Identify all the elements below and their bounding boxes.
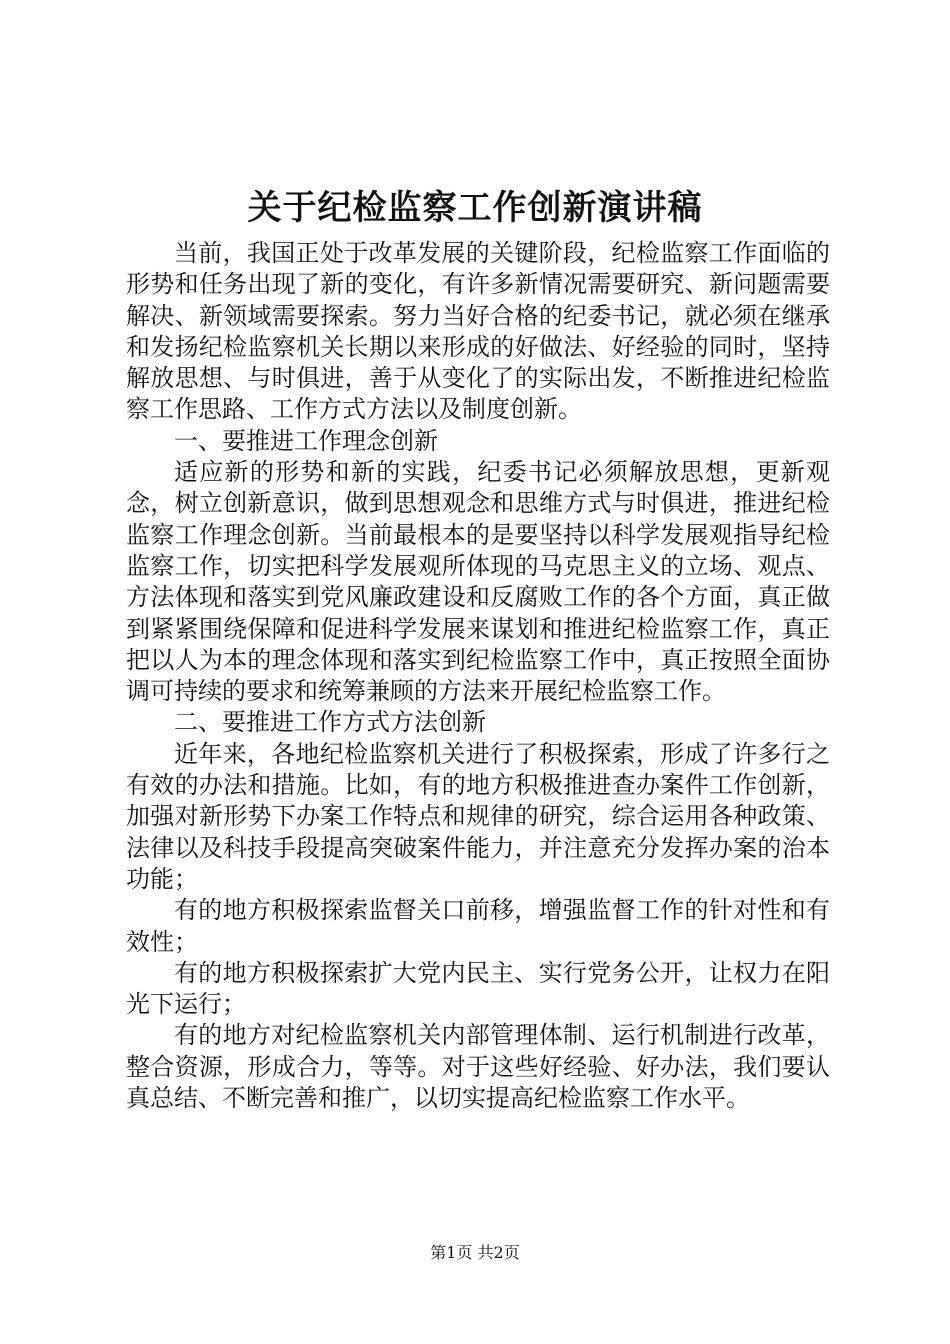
- section-heading-2: 二、要推进工作方式方法创新: [174, 708, 486, 737]
- page-number-footer: 第1页 共2页: [430, 1243, 520, 1262]
- paragraph-example-3: 有的地方对纪检监察机关内部管理体制、运行机制进行改革，整合资源，形成合力，等等。对于这些好经验、好办法，我们要认真总结、不断完善和推广，以切实提高纪检监察工作水平。: [126, 1021, 830, 1113]
- paragraph-example-2: 有的地方积极探索扩大党内民主、实行党务公开，让权力在阳光下运行；: [126, 958, 830, 1019]
- document-title: 关于纪检监察工作创新演讲稿: [247, 188, 703, 228]
- document-body: [126, 238, 830, 1114]
- paragraph-section-2: 近年来，各地纪检监察机关进行了积极探索，形成了许多行之有效的办法和措施。比如，有的地方积极推进查办案件工作创新，加强对新形势下办案工作特点和规律的研究，综合运用各种政策、法律以及科技手段提高突破案件能力，并注意充分发挥办案的治本功能；: [126, 739, 830, 893]
- section-heading-1: 一、要推进工作理念创新: [174, 426, 438, 455]
- paragraph-section-1: 适应新的形势和新的实践，纪委书记必须解放思想，更新观念，树立创新意识，做到思想观念和思维方式与时俱进，推进纪检监察工作理念创新。当前最根本的是要坚持以科学发展观指导纪检监察工作，切实把科学发展观所体现的马克思主义的立场、观点、方法体现和落实到党风廉政建设和反腐败工作的各个方面，真正做到紧紧围绕保障和促进科学发展来谋划和推进纪检监察工作，真正把以人为本的理念体现和落实到纪检监察工作中，真正按照全面协调可持续的要求和统筹兼顾的方法来开展纪检监察工作。: [126, 458, 830, 706]
- paragraph-example-1: 有的地方积极探索监督关口前移，增强监督工作的针对性和有效性；: [126, 896, 830, 956]
- paragraph-intro: 当前，我国正处于改革发展的关键阶段，纪检监察工作面临的形势和任务出现了新的变化，有许多新情况需要研究、新问题需要解决、新领域需要探索。努力当好合格的纪委书记，就必须在继承和发扬纪检监察机关长期以来形成的好做法、好经验的同时，坚持解放思想、与时俱进，善于从变化了的实际出发，不断推进纪检监察工作思路、工作方式方法以及制度创新。: [126, 239, 830, 424]
